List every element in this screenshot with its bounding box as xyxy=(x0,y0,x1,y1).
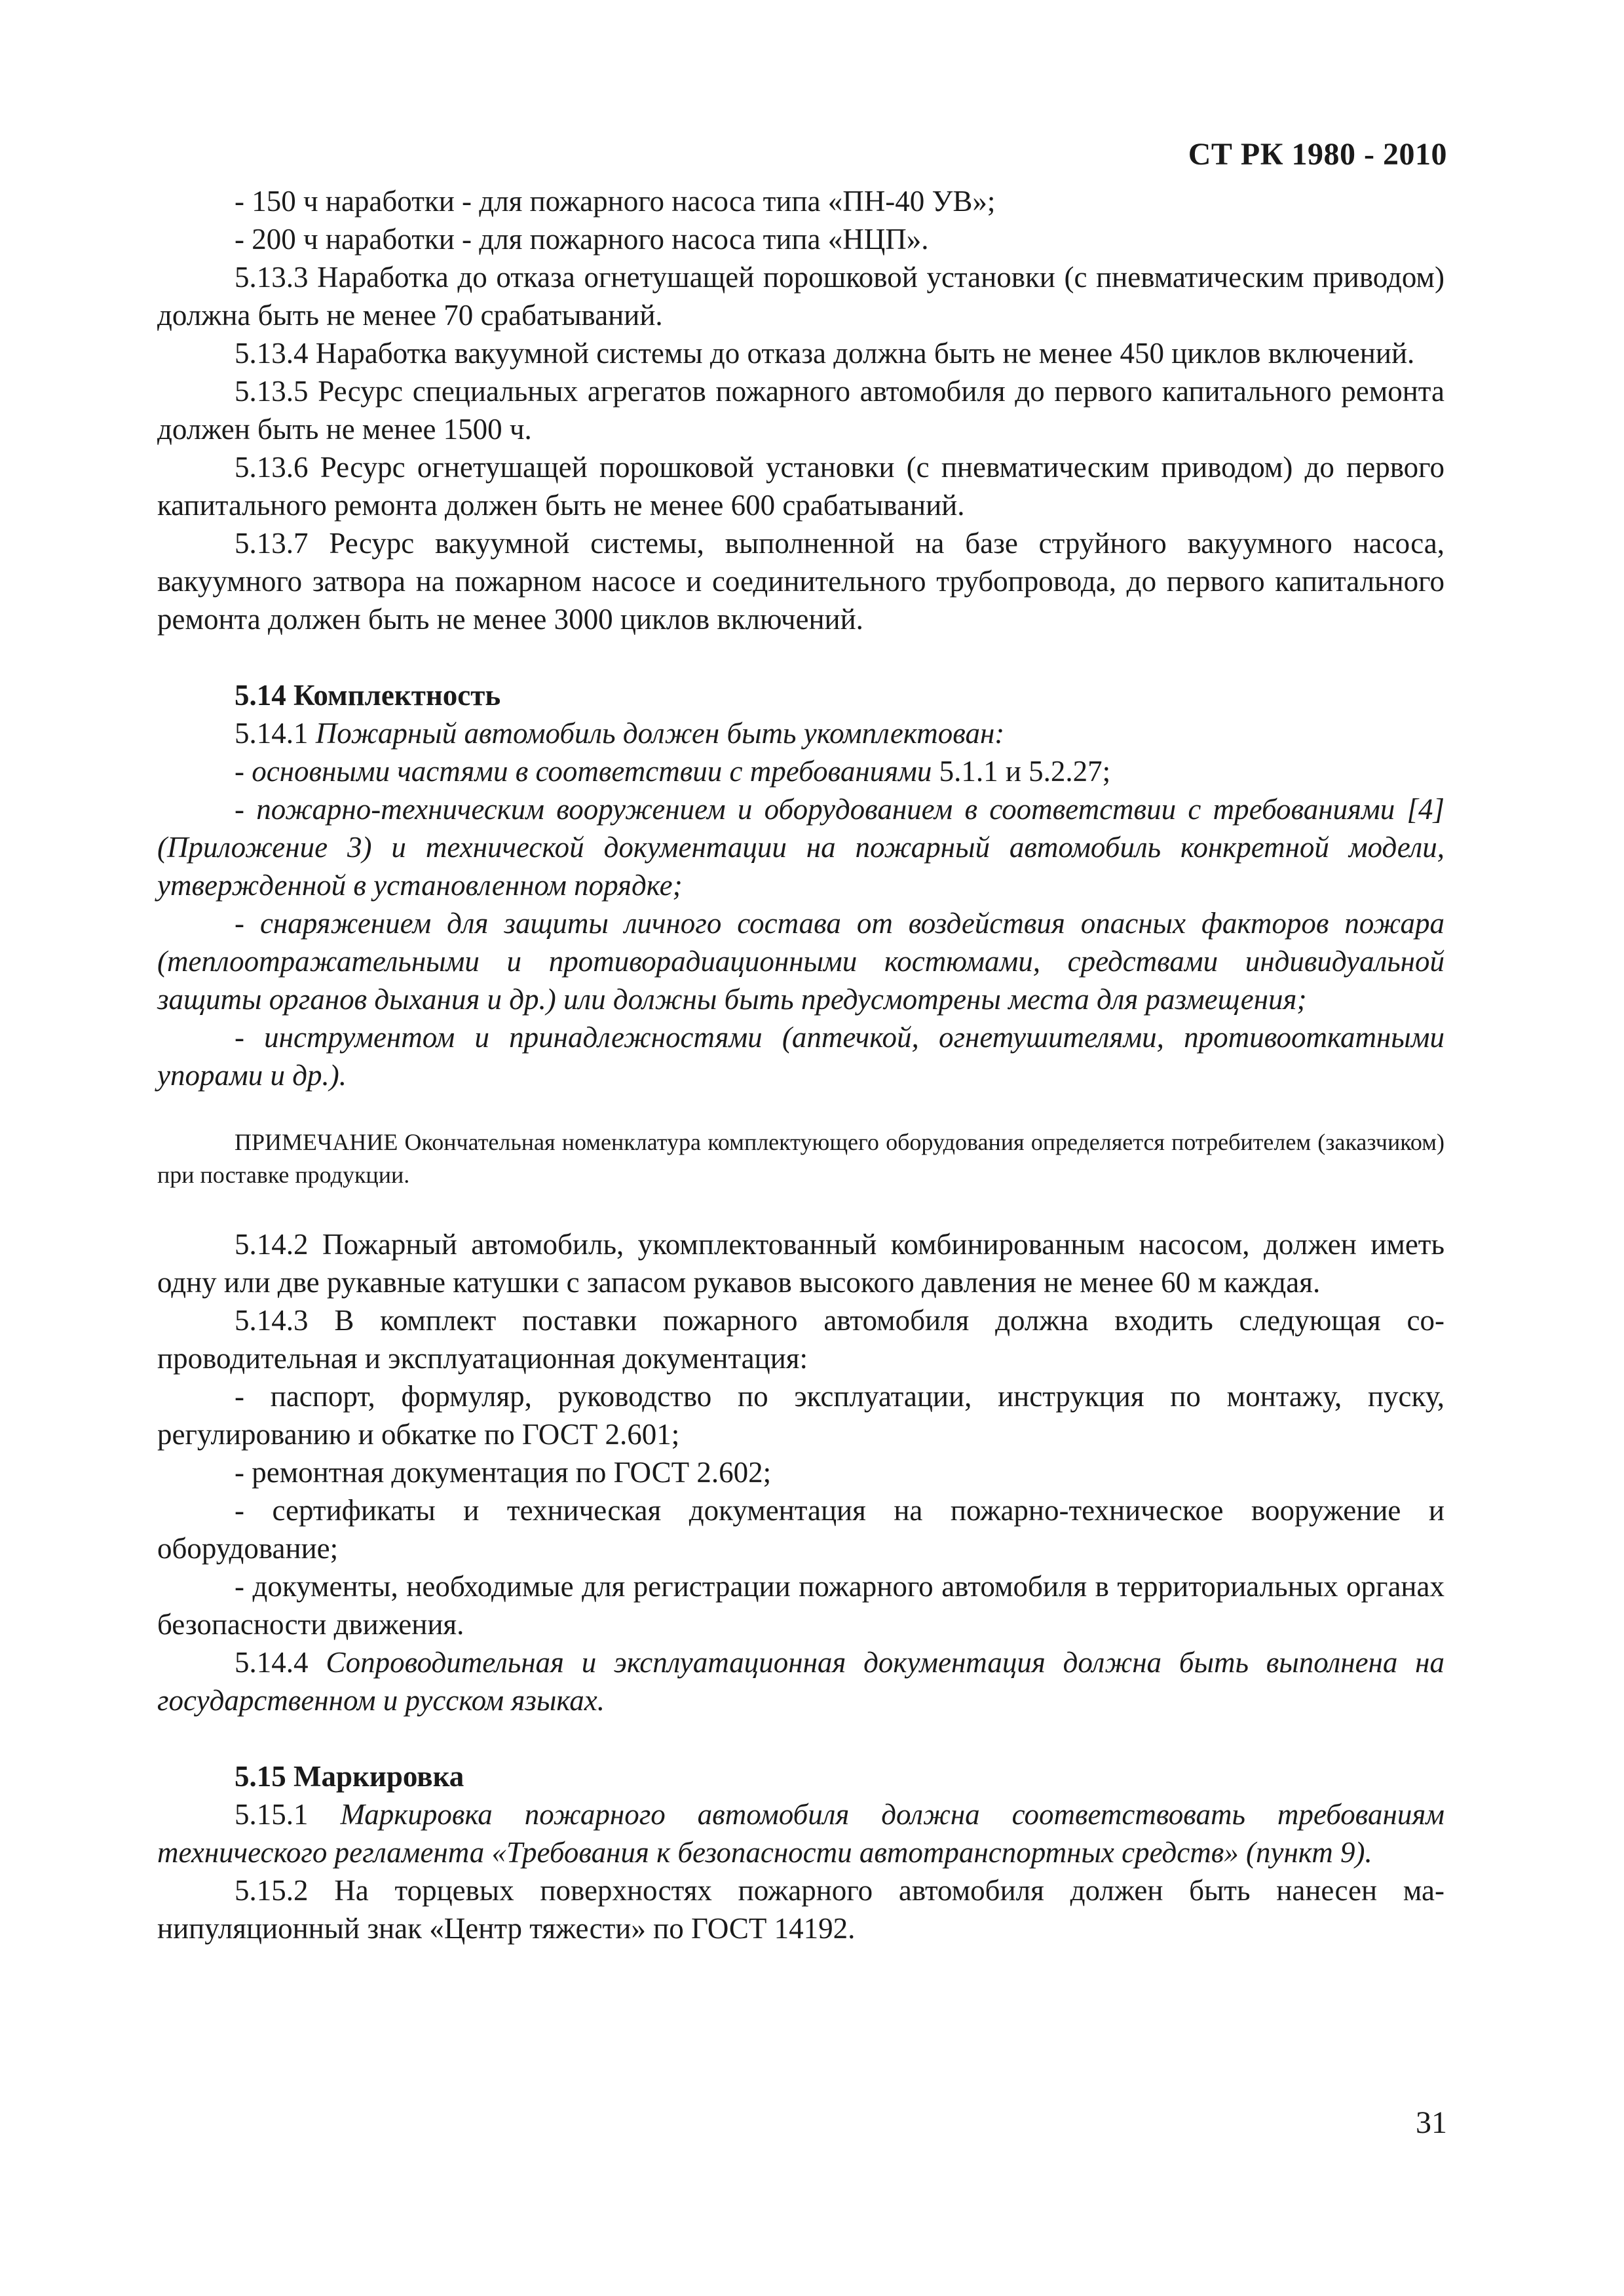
clause-5-13-3: 5.13.3 Наработка до отказа огнетушащей порошковой установки (с пневматическим приводом) должна быть не менее 70 срабатываний. xyxy=(157,261,1445,332)
section-heading-5-14: 5.14 Комплектность xyxy=(235,679,501,712)
clause-5-13-5: 5.13.5 Ресурс специальных агрегатов пожарного автомобиля до первого капитального ремонта должен быть не менее 1500 ч. xyxy=(157,375,1445,446)
list-item: - ремонтная документация по ГОСТ 2.602; xyxy=(235,1456,772,1489)
clause-number: 5.15.1 xyxy=(235,1798,341,1831)
clause-5-13-7: 5.13.7 Ресурс вакуумной системы, выполненной на базе струйного вакуумного насоса, вакуумного затвора на пожарном насосе и соединительного трубопровода, до первого капитального ремонта должен быть не менее 3000 циклов включений. xyxy=(157,527,1445,636)
clause-5-14-2: 5.14.2 Пожарный автомобиль, укомплектованный комбинированным насосом, должен иметь одну или две рукавные катушки с запасом рукавов высокого давления не менее 60 м каждая. xyxy=(157,1228,1445,1299)
document-body xyxy=(157,182,1445,1947)
clause-number: 5.14.4 xyxy=(235,1646,326,1679)
paragraph: - 200 ч наработки - для пожарного насоса типа «НЦП». xyxy=(235,223,929,256)
list-item-reference: 5.1.1 и 5.2.27; xyxy=(932,755,1111,788)
clause-text: Сопроводительная и эксплуатационная документация должна быть выполнена на государственном и русском языках. xyxy=(157,1646,1445,1717)
document-code-header: СТ РК 1980 - 2010 xyxy=(1188,137,1447,172)
list-item: - инструментом и принадлежностями (аптечкой, огнетушителями, противооткатными упорами и др.). xyxy=(157,1021,1445,1092)
list-item: - пожарно-техническим вооружением и оборудованием в соответствии с требованиями [4] (Приложение 3) и технической документации на пожарный автомобиль конкретной модели, утвержденной в установленном порядке; xyxy=(157,793,1445,902)
list-item: - снаряжением для защиты личного состава от воздействия опасных факторов пожара (теплоотражательными и противорадиационными костюмами, средствами индивидуальной защиты органов дыхания и др.) или должны быть предусмотрены места для размещения; xyxy=(157,907,1445,1016)
page-number: 31 xyxy=(1416,2105,1447,2140)
clause-5-14-1 xyxy=(157,714,1445,752)
list-item: - сертификаты и техническая документация на пожарно-техническое вооружение и оборудование; xyxy=(157,1494,1445,1565)
list-item: - документы, необходимые для регистрации пожарного автомобиля в территориальных органах безопасности движения. xyxy=(157,1570,1445,1641)
clause-5-13-4: 5.13.4 Наработка вакуумной системы до отказа должна быть не менее 450 циклов включений. xyxy=(235,337,1415,370)
paragraph: - 150 ч наработки - для пожарного насоса типа «ПН-40 УВ»; xyxy=(235,185,996,218)
clause-5-14-3: 5.14.3 В комплект поставки пожарного автомобиля должна входить следующая сопроводительная и эксплуатационная документация: xyxy=(157,1304,1445,1375)
section-heading-5-15: 5.15 Маркировка xyxy=(235,1760,464,1793)
clause-text: Маркировка пожарного автомобиля должна соответствовать требованиям технического регламента «Требования к безопасности автотранспортных средств» (пункт 9). xyxy=(157,1798,1445,1869)
clause-5-15-1 xyxy=(157,1795,1445,1871)
list-item: - паспорт, формуляр, руководство по эксплуатации, инструкция по монтажу, пуску, регулированию и обкатке по ГОСТ 2.601; xyxy=(157,1380,1445,1451)
clause-number: 5.14.1 xyxy=(235,717,316,750)
list-item xyxy=(157,752,1445,790)
clause-5-15-2: 5.15.2 На торцевых поверхностях пожарного автомобиля должен быть нанесен манипуляционный знак «Центр тяжести» по ГОСТ 14192. xyxy=(157,1874,1445,1945)
note: ПРИМЕЧАНИЕ Окончательная номенклатура комплектующего оборудования определяется потребителем (заказчиком) при поставке продукции. xyxy=(157,1129,1445,1188)
clause-text: Пожарный автомобиль должен быть укомплектован: xyxy=(315,717,1005,750)
list-item-text: - основными частями в соответствии с требованиями xyxy=(235,755,932,788)
clause-5-13-6: 5.13.6 Ресурс огнетушащей порошковой установки (с пневматическим приводом) до первого капитального ремонта должен быть не менее 600 срабатываний. xyxy=(157,451,1445,522)
clause-5-14-4 xyxy=(157,1643,1445,1719)
